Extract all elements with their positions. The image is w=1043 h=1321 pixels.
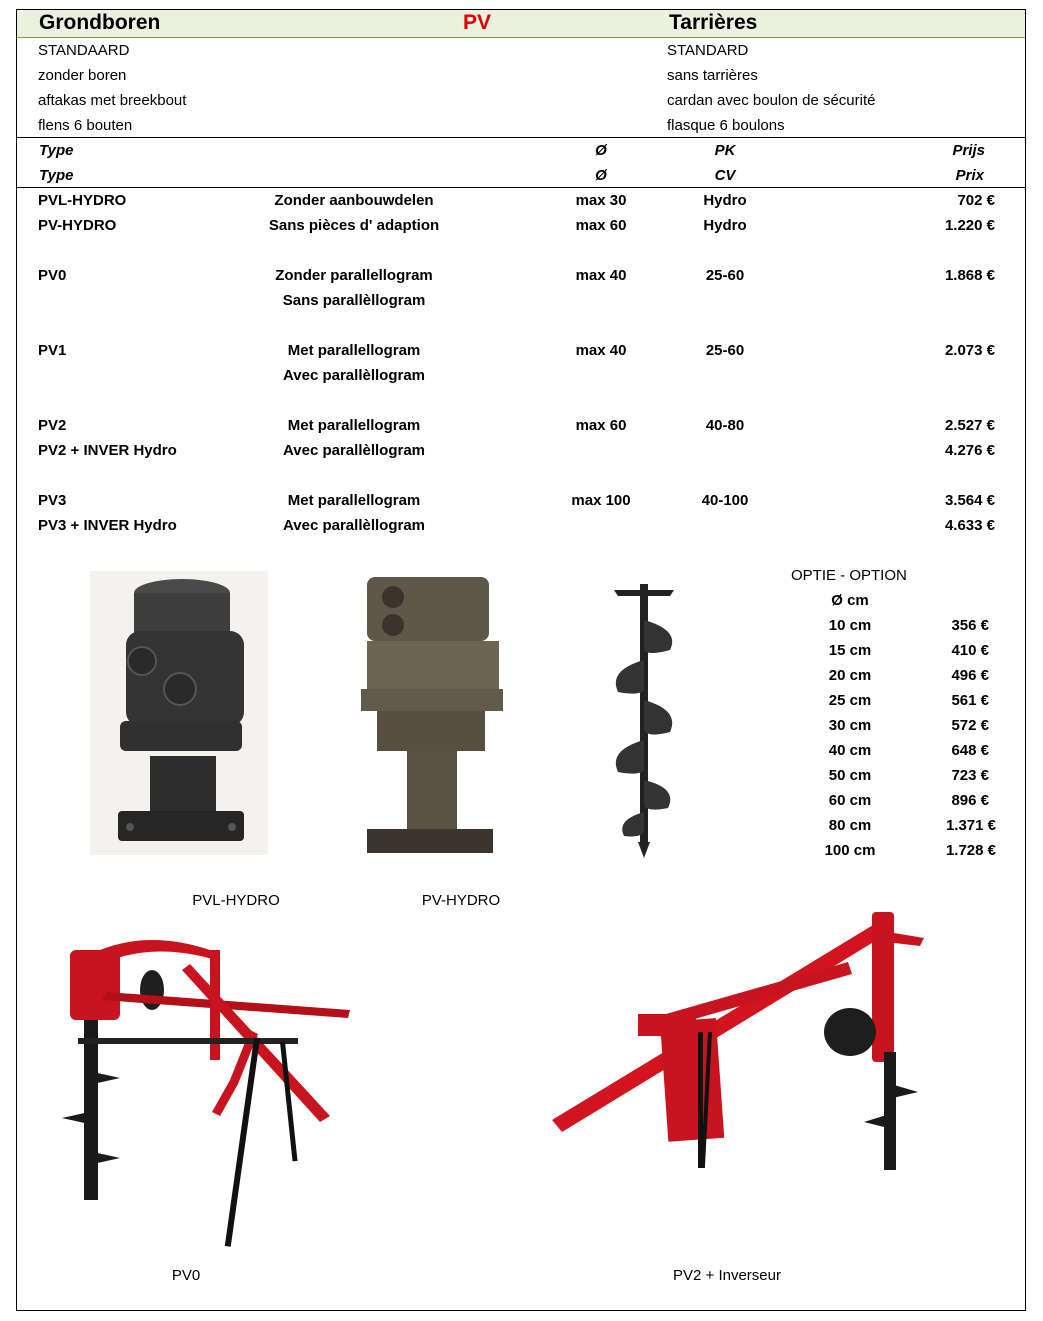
col-cv: CV xyxy=(714,167,736,184)
standard-fr-3: cardan avec boulon de sécurité xyxy=(667,92,876,109)
row-type: PV3 + INVER Hydro xyxy=(38,517,177,534)
option-price: 561 € xyxy=(951,692,989,709)
standard-fr-1: STANDARD xyxy=(667,42,749,59)
row-type: PV1 xyxy=(38,342,67,359)
pv-hydro-motor-image xyxy=(353,571,507,855)
option-size: 60 cm xyxy=(828,792,872,809)
option-size: 80 cm xyxy=(828,817,872,834)
row-desc: Met parallellogram xyxy=(287,492,421,509)
option-size: 100 cm xyxy=(824,842,876,859)
row-desc: Sans pièces d' adaption xyxy=(268,217,440,234)
row-type: PV2 + INVER Hydro xyxy=(38,442,177,459)
standard-nl-1: STANDAARD xyxy=(38,42,130,59)
standard-nl-3: aftakas met breekbout xyxy=(38,92,187,109)
options-title: OPTIE - OPTION xyxy=(791,567,907,584)
row-desc: Avec parallèllogram xyxy=(282,367,426,384)
option-price: 648 € xyxy=(951,742,989,759)
option-price: 723 € xyxy=(951,767,989,784)
row-diam: max 100 xyxy=(571,492,631,509)
col-type-fr: Type xyxy=(39,167,74,184)
options-col-header: Ø cm xyxy=(831,592,869,609)
row-pk: 25-60 xyxy=(705,342,745,359)
col-diam-fr: Ø xyxy=(595,167,607,184)
row-pk: 25-60 xyxy=(705,267,745,284)
header-band xyxy=(17,10,1025,38)
row-pk: 40-100 xyxy=(701,492,749,509)
rule-header xyxy=(17,187,1025,188)
row-diam: max 40 xyxy=(575,342,627,359)
col-pk: PK xyxy=(714,142,736,159)
auger-image xyxy=(608,580,680,860)
row-price: 702 € xyxy=(957,192,995,209)
caption-pv2-inverseur: PV2 + Inverseur xyxy=(673,1267,781,1284)
standard-nl-4: flens 6 bouten xyxy=(38,117,133,134)
option-size: 40 cm xyxy=(828,742,872,759)
option-price: 496 € xyxy=(951,667,989,684)
row-pk: Hydro xyxy=(703,217,747,234)
pvl-hydro-motor-image xyxy=(90,571,268,855)
row-desc: Met parallellogram xyxy=(287,342,421,359)
option-size: 30 cm xyxy=(828,717,872,734)
title-fr: Tarrières xyxy=(669,11,758,34)
row-price: 4.633 € xyxy=(944,517,995,534)
standard-fr-4: flasque 6 boulons xyxy=(667,117,785,134)
option-price: 1.728 € xyxy=(945,842,996,859)
row-desc: Avec parallèllogram xyxy=(282,517,426,534)
row-desc: Avec parallèllogram xyxy=(282,442,426,459)
standard-fr-2: sans tarrières xyxy=(667,67,758,84)
row-desc: Met parallellogram xyxy=(287,417,421,434)
col-price-nl: Prijs xyxy=(952,142,985,159)
row-price: 2.527 € xyxy=(944,417,995,434)
row-price: 4.276 € xyxy=(944,442,995,459)
row-price: 3.564 € xyxy=(944,492,995,509)
row-desc: Zonder parallellogram xyxy=(275,267,433,284)
rule-top xyxy=(17,137,1025,138)
row-price: 1.868 € xyxy=(944,267,995,284)
row-type: PV2 xyxy=(38,417,67,434)
option-price: 572 € xyxy=(951,717,989,734)
option-size: 50 cm xyxy=(828,767,872,784)
row-type: PV3 xyxy=(38,492,67,509)
caption-pvl-hydro: PVL-HYDRO xyxy=(192,892,280,909)
caption-pv0: PV0 xyxy=(171,1267,201,1284)
title-nl: Grondboren xyxy=(39,11,161,34)
title-code: PV xyxy=(463,11,492,34)
row-type: PV-HYDRO xyxy=(38,217,117,234)
option-price: 410 € xyxy=(951,642,989,659)
row-price: 2.073 € xyxy=(944,342,995,359)
row-diam: max 30 xyxy=(575,192,627,209)
pv0-machine-image xyxy=(40,930,360,1255)
option-price: 1.371 € xyxy=(945,817,996,834)
option-price: 356 € xyxy=(951,617,989,634)
row-type: PVL-HYDRO xyxy=(38,192,127,209)
pv2-inverseur-machine-image xyxy=(548,902,932,1170)
row-diam: max 40 xyxy=(575,267,627,284)
col-type-nl: Type xyxy=(39,142,74,159)
row-desc: Sans parallèllogram xyxy=(282,292,426,309)
col-diam-nl: Ø xyxy=(595,142,607,159)
row-desc: Zonder aanbouwdelen xyxy=(274,192,434,209)
row-pk: 40-80 xyxy=(705,417,745,434)
row-type: PV0 xyxy=(38,267,67,284)
option-size: 20 cm xyxy=(828,667,872,684)
option-size: 10 cm xyxy=(828,617,872,634)
row-price: 1.220 € xyxy=(944,217,995,234)
caption-pv-hydro: PV-HYDRO xyxy=(421,892,501,909)
col-price-fr: Prix xyxy=(955,167,984,184)
row-diam: max 60 xyxy=(575,417,627,434)
standard-nl-2: zonder boren xyxy=(38,67,127,84)
row-diam: max 60 xyxy=(575,217,627,234)
row-pk: Hydro xyxy=(703,192,747,209)
option-size: 25 cm xyxy=(828,692,872,709)
option-price: 896 € xyxy=(951,792,989,809)
option-size: 15 cm xyxy=(828,642,872,659)
